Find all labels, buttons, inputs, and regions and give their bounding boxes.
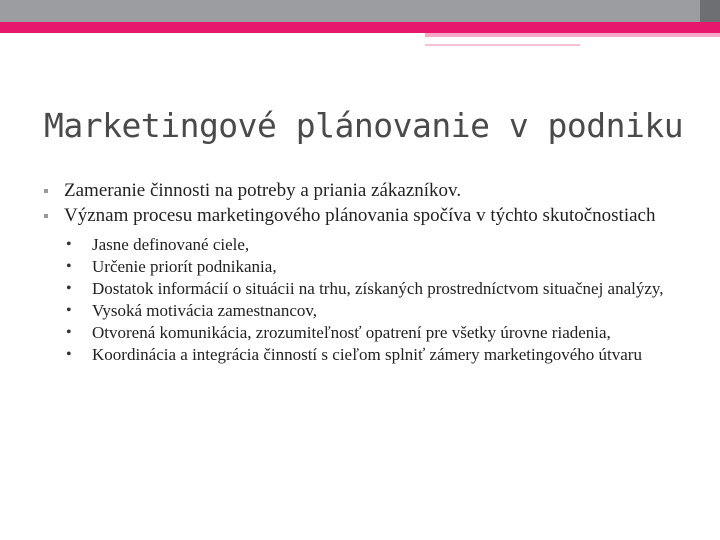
- square-bullet-icon: [44, 214, 48, 218]
- sub-bullet-text: Určenie priorít podnikania,: [92, 257, 277, 276]
- sub-bullet-item: [44, 278, 684, 300]
- sub-bullet-text: Koordinácia a integrácia činností s cieľom splniť zámery marketingového útvaru: [92, 345, 642, 364]
- round-bullet-icon: •: [66, 280, 72, 297]
- round-bullet-icon: •: [66, 258, 72, 275]
- sub-bullet-item: [44, 300, 684, 322]
- sub-bullet-text: Otvorená komunikácia, zrozumiteľnosť opatrení pre všetky úrovne riadenia,: [92, 323, 611, 342]
- header-light-pink-stripe: [425, 33, 720, 37]
- round-bullet-icon: •: [66, 346, 72, 363]
- sub-bullet-text: Vysoká motivácia zamestnancov,: [92, 301, 318, 320]
- slide-title: Marketingové plánovanie v podniku: [44, 106, 684, 145]
- sub-bullet-item: [44, 234, 684, 256]
- sub-bullet-text: Jasne definované ciele,: [92, 235, 250, 254]
- bullet-text: Zameranie činnosti na potreby a priania zákazníkov.: [64, 180, 462, 201]
- round-bullet-icon: •: [66, 236, 72, 253]
- sub-bullet-item: [44, 322, 684, 344]
- bullet-item: [44, 178, 684, 203]
- header-thin-pink-line: [425, 44, 580, 46]
- bullet-item: [44, 203, 684, 228]
- sub-bullet-item: [44, 344, 684, 366]
- round-bullet-icon: •: [66, 324, 72, 341]
- sub-bullet-text: Dostatok informácií o situácii na trhu, získaných prostredníctvom situačnej analýzy,: [92, 279, 664, 298]
- header-gray-bar: [0, 0, 700, 22]
- sub-bullet-list: [44, 234, 684, 366]
- round-bullet-icon: •: [66, 302, 72, 319]
- square-bullet-icon: [44, 189, 48, 193]
- slide-content: [44, 178, 684, 366]
- header-pink-bar: [0, 22, 720, 33]
- bullet-text: Význam procesu marketingového plánovania spočíva v týchto skutočnostiach: [64, 205, 656, 226]
- header-dark-block: [700, 0, 720, 22]
- sub-bullet-item: [44, 256, 684, 278]
